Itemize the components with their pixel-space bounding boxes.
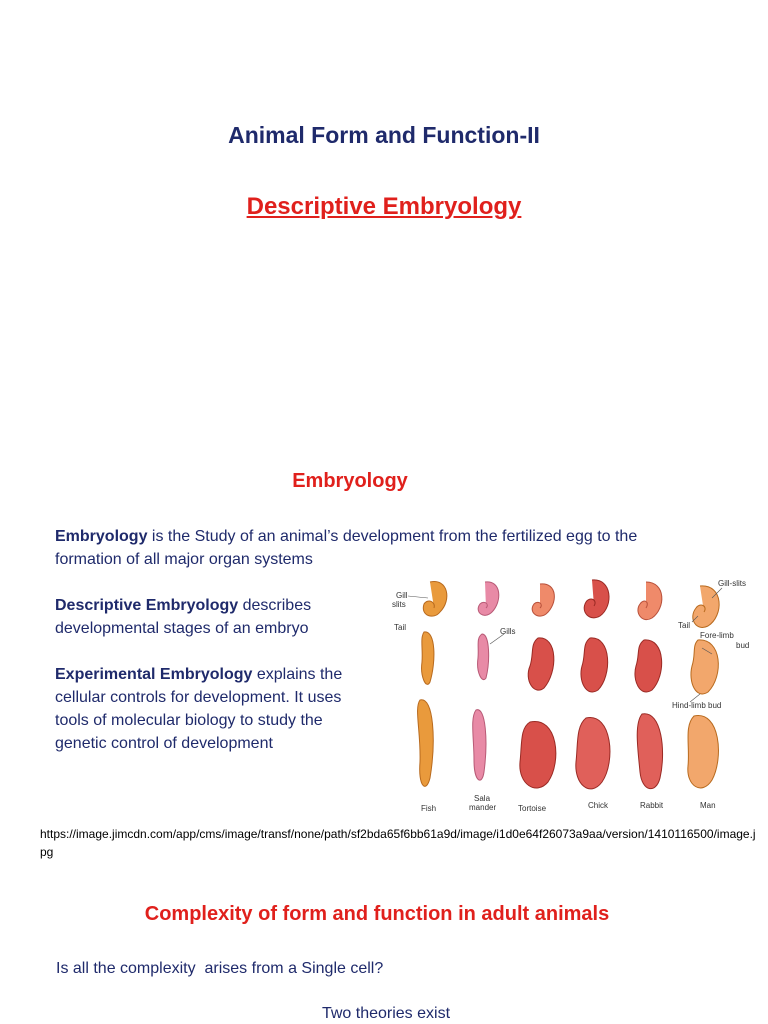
annotation-hind-limb-bud: Hind-limb bud xyxy=(672,701,722,710)
chick-embryo-late xyxy=(576,718,610,789)
species-label-tortoise: Tortoise xyxy=(518,804,547,813)
annotation-tail-man: Tail xyxy=(678,621,691,630)
species-label-chick: Chick xyxy=(588,801,609,810)
paragraph-experimental xyxy=(55,663,375,755)
man-embryo-middle xyxy=(691,640,718,694)
man-embryo-early xyxy=(693,586,719,628)
annotation-tail-fish: Tail xyxy=(394,623,407,632)
tortoise-embryo-late xyxy=(520,721,556,788)
man-embryo-late xyxy=(688,715,719,787)
complexity-question: Is all the complexity arises from a Single cell? xyxy=(56,960,384,977)
salamander-embryo-early xyxy=(478,582,499,615)
species-label-rabbit: Rabbit xyxy=(640,801,664,810)
fish-embryo-late xyxy=(418,700,434,787)
rabbit-embryo-early xyxy=(638,582,662,620)
fish-embryo-early xyxy=(423,582,447,617)
rabbit-embryo-late xyxy=(637,714,662,789)
theories-text: Two theories exist xyxy=(321,1005,451,1022)
complexity-heading: Complexity of form and function in adult animals xyxy=(144,903,610,925)
annotation-slits: slits xyxy=(392,600,406,609)
term: Experimental Embryology xyxy=(55,666,253,683)
definition: is the Study of an animal’s development from the fertilized egg to the formation of all major organ systems xyxy=(55,528,638,568)
definition: describes developmental stages of an embryo xyxy=(55,597,312,637)
rabbit-embryo-middle xyxy=(635,640,662,692)
salamander-embryo-middle xyxy=(478,634,489,680)
tortoise-embryo-early xyxy=(532,584,554,616)
embryo-comparison-figure xyxy=(390,572,768,816)
paragraph-embryology xyxy=(55,525,675,571)
row-late-embryos xyxy=(418,700,722,789)
term: Embryology xyxy=(55,528,148,545)
section-heading: Embryology xyxy=(292,470,408,492)
chick-embryo-early xyxy=(584,580,609,618)
annotation-gills: Gills xyxy=(500,627,516,636)
annotation-bud: bud xyxy=(736,641,750,650)
row-early-embryos xyxy=(423,580,719,628)
row-middle-embryos xyxy=(422,632,719,694)
source-url: https://image.jimcdn.com/app/cms/image/transf/none/path/sf2bda65f6bb61a9d/image/i1d0e64f26073a9aa/version/1410116500/image.jpg xyxy=(40,827,756,859)
species-label-mander: mander xyxy=(469,803,497,812)
topic-title: Descriptive Embryology xyxy=(246,193,522,220)
species-label-man: Man xyxy=(700,801,716,810)
species-label-fish: Fish xyxy=(421,804,437,813)
salamander-embryo-late xyxy=(473,710,486,780)
species-labels xyxy=(421,794,716,813)
paragraph-descriptive xyxy=(55,594,345,640)
tortoise-embryo-middle xyxy=(528,638,554,690)
chick-embryo-middle xyxy=(581,638,608,692)
annotation-gill: Gill xyxy=(396,591,408,600)
species-label-sala: Sala xyxy=(474,794,491,803)
annotation-fore-limb: Fore-limb xyxy=(700,631,734,640)
course-title: Animal Form and Function-II xyxy=(228,122,540,148)
term: Descriptive Embryology xyxy=(55,597,239,614)
fish-embryo-middle xyxy=(422,632,434,684)
annotation-gill-slits: Gill-slits xyxy=(718,579,746,588)
definition: explains the cellular controls for development. It uses tools of molecular biology to study the genetic control of development xyxy=(55,666,343,752)
